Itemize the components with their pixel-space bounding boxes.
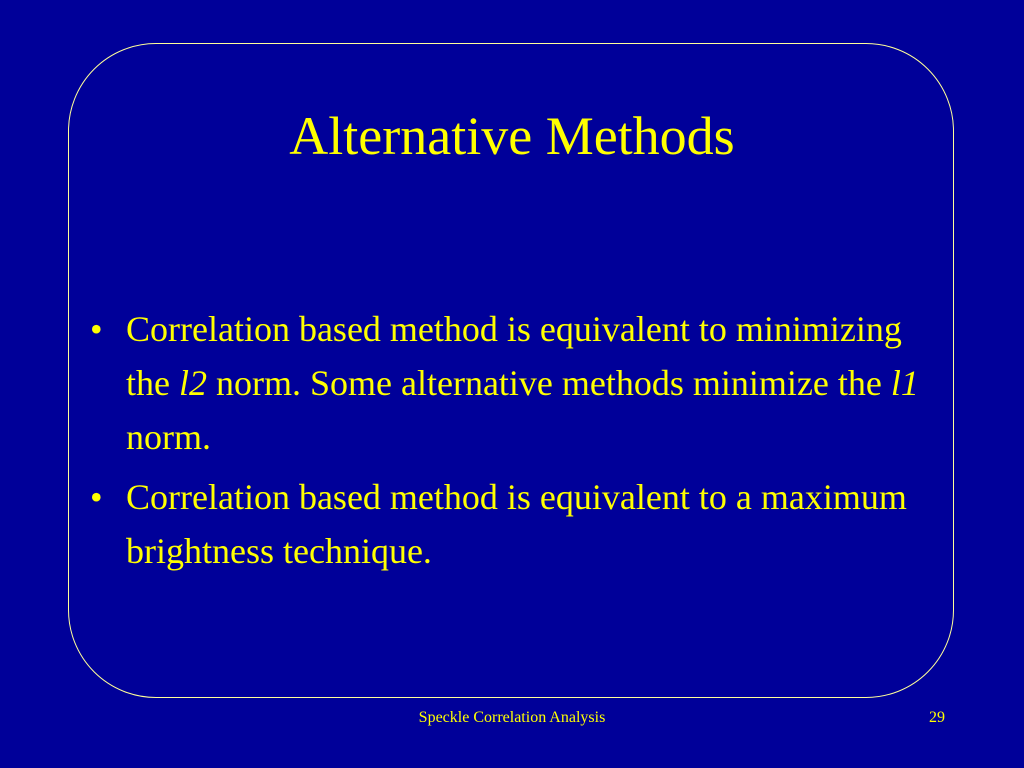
bullet-item <box>90 470 940 578</box>
bullet-marker: • <box>90 309 103 349</box>
page-number: 29 <box>929 709 945 726</box>
slide-title: Alternative Methods <box>289 106 735 166</box>
bullet-item <box>90 302 940 464</box>
bullet-text-segment: Correlation based method is equivalent to a maximum brightness technique. <box>126 477 907 571</box>
bullet-text-segment: norm. <box>126 417 211 457</box>
bullet-list <box>90 302 940 584</box>
bullet-text-italic: l2 <box>178 363 207 403</box>
bullet-text-segment: norm. Some alternative methods minimize the <box>207 363 891 403</box>
bullet-marker: • <box>90 477 103 517</box>
footer-title: Speckle Correlation Analysis <box>418 709 606 726</box>
bullet-text-italic: l1 <box>890 363 919 403</box>
bullet-text-segment: Correlation based method is equivalent to minimizing the <box>126 309 902 403</box>
